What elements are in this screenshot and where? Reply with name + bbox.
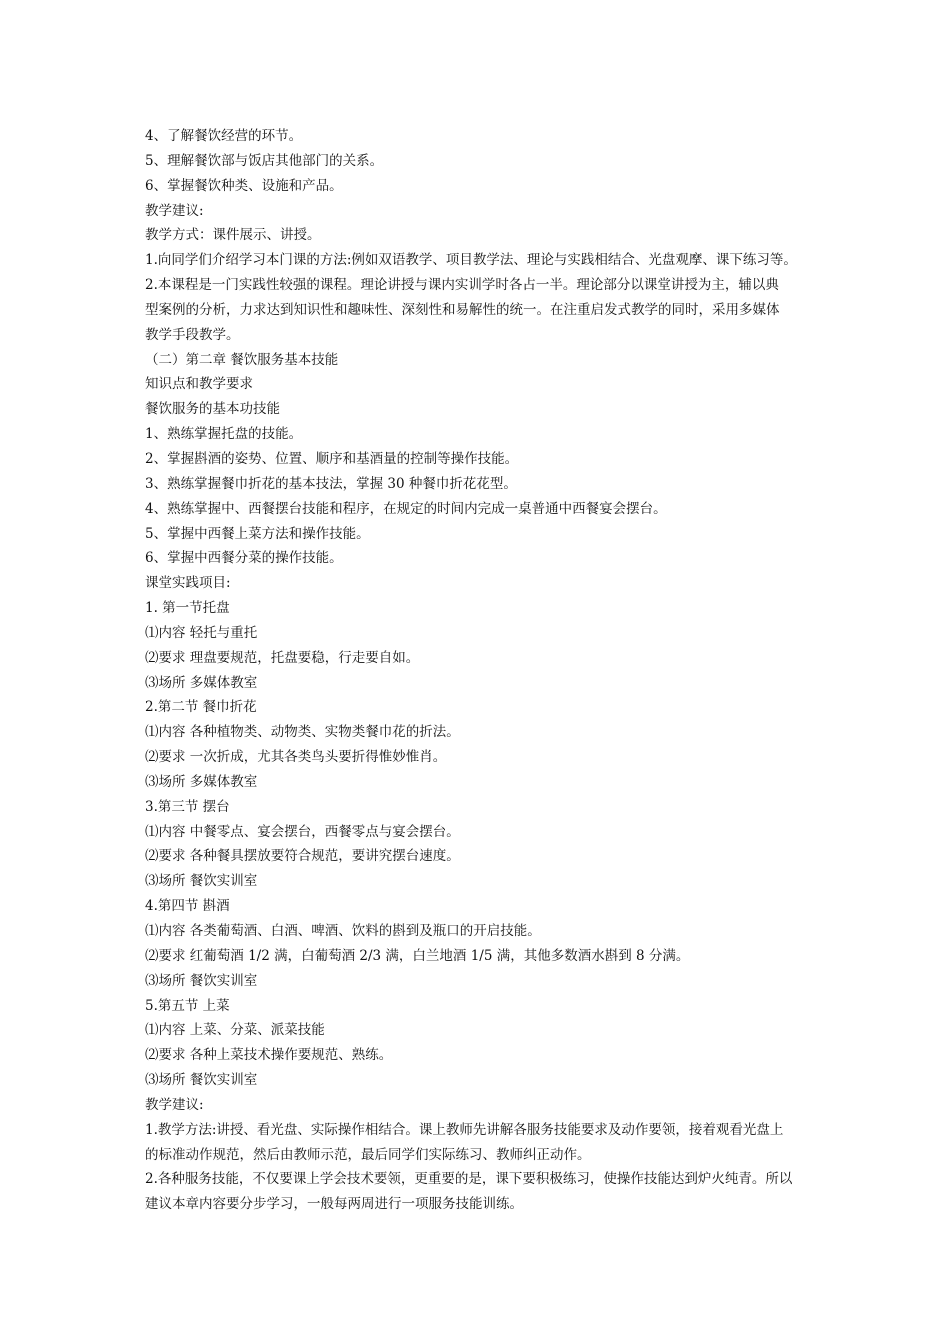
text-line: 5.第五节 上菜 [145, 997, 230, 1014]
text-line: 教学建议: [145, 1096, 204, 1113]
text-line: ⑵要求 理盘要规范，托盘要稳，行走要自如。 [145, 649, 420, 666]
text-line: ⑴内容 轻托与重托 [145, 624, 258, 641]
text-line: ⑶场所 多媒体教室 [145, 773, 258, 790]
text-line: 4、了解餐饮经营的环节。 [145, 128, 303, 144]
text-line: 教学方式：课件展示、讲授。 [145, 227, 321, 244]
text-line: 4.第四节 斟酒 [145, 898, 230, 915]
text-line: 课堂实践项目: [145, 575, 231, 592]
text-line: 6、掌握中西餐分菜的操作技能。 [145, 550, 343, 567]
text-line: 2.各种服务技能，不仅要课上学会技术要领，更重要的是，课下要积极练习，使操作技能达到炉火纯青。所以 [145, 1171, 793, 1188]
text-line: ⑶场所 多媒体教室 [145, 674, 258, 691]
text-line: 2.第二节 餐巾折花 [145, 699, 257, 716]
text-line: ⑵要求 一次折成，尤其各类鸟头要折得惟妙惟肖。 [145, 749, 447, 766]
text-line: 1、熟练掌握托盘的技能。 [145, 426, 303, 443]
text-line: 餐饮服务的基本功技能 [145, 401, 280, 418]
text-line: ⑴内容 各种植物类、动物类、实物类餐巾花的折法。 [145, 724, 460, 741]
text-line: 6、掌握餐饮种类、设施和产品。 [145, 177, 343, 194]
text-line: 2、掌握斟酒的姿势、位置、顺序和基酒量的控制等操作技能。 [145, 450, 519, 467]
text-line: ⑴内容 上菜、分菜、派菜技能 [145, 1022, 325, 1039]
text-line: 1.教学方法:讲授、看光盘、实际操作相结合。课上教师先讲解各服务技能要求及动作要领，接着观看光盘上 [145, 1121, 784, 1138]
text-line: 1. 第一节托盘 [145, 600, 230, 617]
text-line: 型案例的分析，力求达到知识性和趣味性、深刻性和易解性的统一。在注重启发式教学的同时，采用多媒体 [145, 301, 780, 318]
text-line: 建议本章内容要分步学习，一般每两周进行一项服务技能训练。 [145, 1196, 523, 1213]
text-line: 教学建议: [145, 202, 204, 219]
text-line: 教学手段教学。 [145, 326, 240, 343]
text-line: ⑴内容 中餐零点、宴会摆台，西餐零点与宴会摆台。 [145, 823, 460, 840]
text-line: 3、熟练掌握餐巾折花的基本技法，掌握 30 种餐巾折花花型。 [145, 475, 517, 492]
text-line: ⑵要求 各种上菜技术操作要规范、熟练。 [145, 1047, 393, 1064]
text-line: 5、理解餐饮部与饭店其他部门的关系。 [145, 152, 384, 169]
text-line: 的标准动作规范，然后由教师示范，最后同学们实际练习、教师纠正动作。 [145, 1146, 591, 1163]
text-line: ⑴内容 各类葡萄酒、白酒、啤酒、饮料的斟到及瓶口的开启技能。 [145, 923, 541, 939]
text-line: 2.本课程是一门实践性较强的课程。理论讲授与课内实训学时各占一半。理论部分以课堂讲授为主，辅以典 [145, 277, 779, 294]
section-heading: （二）第二章 餐饮服务基本技能 [145, 351, 339, 368]
text-line: 3.第三节 摆台 [145, 798, 230, 815]
text-line: ⑵要求 红葡萄酒 1/2 满，白葡萄酒 2/3 满，白兰地酒 1/5 满，其他多数酒水斟到 8 分满。 [145, 947, 690, 964]
text-line: 知识点和教学要求 [145, 376, 253, 393]
text-line: 4、熟练掌握中、西餐摆台技能和程序，在规定的时间内完成一桌普通中西餐宴会摆台。 [145, 500, 667, 517]
text-line: ⑶场所 餐饮实训室 [145, 972, 258, 989]
text-line: ⑶场所 餐饮实训室 [145, 1072, 258, 1089]
text-line: 5、掌握中西餐上菜方法和操作技能。 [145, 525, 370, 542]
text-line: ⑵要求 各种餐具摆放要符合规范，要讲究摆台速度。 [145, 848, 460, 865]
text-line: ⑶场所 餐饮实训室 [145, 873, 258, 890]
text-line: 1.向同学们介绍学习本门课的方法:例如双语教学、项目教学法、理论与实践相结合、光盘观摩、课下练习等。 [145, 252, 797, 269]
document-body [145, 124, 825, 1217]
